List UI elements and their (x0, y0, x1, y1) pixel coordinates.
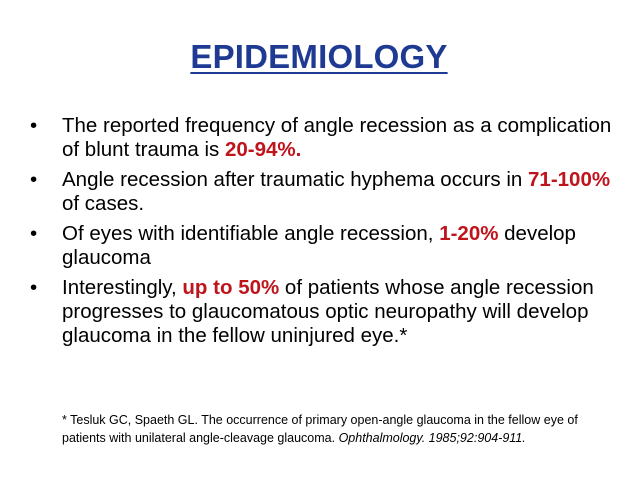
bullet-highlight: 20-94%. (224, 138, 302, 161)
bullet-text: Interestingly, (62, 276, 183, 299)
bullet-highlight: 1-20% (439, 222, 499, 245)
bullet-item (28, 276, 618, 348)
bullet-highlight: 71-100% (528, 168, 611, 191)
bullet-text-after: of cases. (62, 192, 145, 215)
reference-text: * Tesluk GC, Spaeth GL. The occurrence of primary open-angle glaucoma in the fellow eye of patients with unilateral angle-cleavage glaucoma. (62, 413, 578, 445)
bullet-item (28, 168, 618, 216)
reference-journal: Ophthalmology. 1985;92:904-911. (338, 431, 526, 445)
bullet-item (28, 114, 618, 162)
bullet-dot-icon: • (30, 114, 38, 137)
bullet-text: Of eyes with identifiable angle recession, (62, 222, 440, 245)
reference-footnote (62, 411, 622, 447)
bullet-dot-icon: • (30, 222, 38, 245)
bullet-text: The reported frequency of angle recession as a complication of blunt trauma is (62, 114, 612, 161)
bullet-dot-icon: • (30, 168, 38, 191)
bullet-item (28, 222, 618, 270)
bullet-text: Angle recession after traumatic hyphema occurs in (62, 168, 529, 191)
slide-title: EPIDEMIOLOGY (190, 38, 448, 75)
bullet-text-after: of patients whose angle recession progresses to glaucomatous optic neuropathy will develop glaucoma in the fellow uninjured eye.* (62, 276, 594, 347)
bullet-text-after: develop glaucoma (62, 222, 576, 269)
bullet-dot-icon: • (30, 276, 38, 299)
bullet-list (28, 114, 618, 354)
bullet-highlight: up to 50% (182, 276, 280, 299)
